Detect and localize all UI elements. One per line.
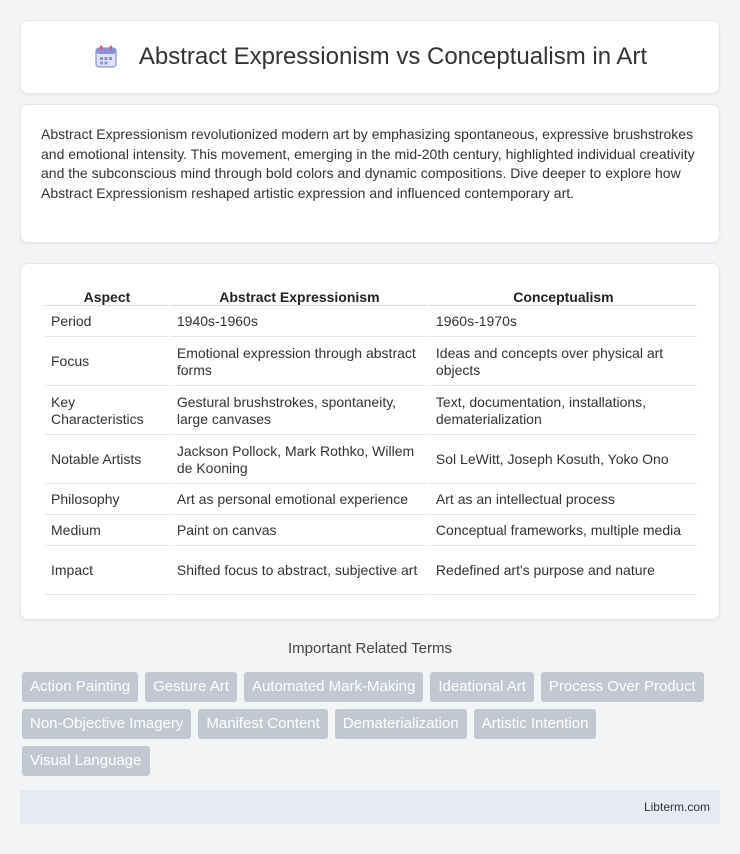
cell-aspect: Focus xyxy=(45,339,169,386)
term-tag[interactable]: Process Over Product xyxy=(541,672,704,702)
footer xyxy=(20,790,720,824)
comparison-table-card xyxy=(20,263,720,620)
header-aspect: Aspect xyxy=(45,286,169,306)
page-title: Abstract Expressionism vs Conceptualism in Art xyxy=(138,43,648,70)
cell-conceptual: Ideas and concepts over physical art objects xyxy=(430,339,697,386)
header-card xyxy=(20,20,720,94)
term-tag[interactable]: Non-Objective Imagery xyxy=(22,709,191,739)
cell-aspect: Notable Artists xyxy=(45,437,169,484)
cell-abstract: Shifted focus to abstract, subjective art xyxy=(171,548,428,595)
comparison-table xyxy=(43,284,699,597)
cell-aspect: Key Characteristics xyxy=(45,388,169,435)
table-row xyxy=(45,308,697,337)
table-row xyxy=(45,437,697,484)
cell-abstract: Gestural brushstrokes, spontaneity, large canvases xyxy=(171,388,428,435)
cell-conceptual: Redefined art's purpose and nature xyxy=(430,548,697,595)
table-header-row xyxy=(45,286,697,306)
table-row xyxy=(45,388,697,435)
table-row xyxy=(45,517,697,546)
related-terms-list xyxy=(22,672,722,783)
cell-aspect: Philosophy xyxy=(45,486,169,515)
term-tag[interactable]: Dematerialization xyxy=(335,709,467,739)
term-tag[interactable]: Automated Mark-Making xyxy=(244,672,423,702)
cell-abstract: Jackson Pollock, Mark Rothko, Willem de Kooning xyxy=(171,437,428,484)
table-row xyxy=(45,548,697,595)
term-tag[interactable]: Artistic Intention xyxy=(474,709,597,739)
cell-abstract: Art as personal emotional experience xyxy=(171,486,428,515)
footer-site-link[interactable]: Libterm.com xyxy=(643,800,710,814)
cell-conceptual: Text, documentation, installations, dematerialization xyxy=(430,388,697,435)
intro-paragraph: Abstract Expressionism revolutionized modern art by emphasizing spontaneous, expressive brushstrokes and emotional intensity. This movement, emerging in the mid-20th century, highlighted individual creativity and the subconscious mind through bold colors and dynamic compositions. Dive deeper to explore how Abstract Expressionism reshaped artistic expression and influenced contemporary art. xyxy=(41,126,695,201)
header-conceptualism: Conceptualism xyxy=(430,286,697,306)
header-abstract-expressionism: Abstract Expressionism xyxy=(171,286,428,306)
title-wrap xyxy=(93,43,647,71)
calendar-icon xyxy=(93,44,119,70)
table-row xyxy=(45,486,697,515)
related-terms-title: Important Related Terms xyxy=(288,640,452,657)
term-tag[interactable]: Manifest Content xyxy=(198,709,327,739)
cell-abstract: 1940s-1960s xyxy=(171,308,428,337)
cell-aspect: Period xyxy=(45,308,169,337)
cell-abstract: Paint on canvas xyxy=(171,517,428,546)
term-tag[interactable]: Action Painting xyxy=(22,672,138,702)
term-tag[interactable]: Visual Language xyxy=(22,746,150,776)
intro-card xyxy=(20,104,720,243)
cell-conceptual: Art as an intellectual process xyxy=(430,486,697,515)
term-tag[interactable]: Gesture Art xyxy=(145,672,237,702)
cell-abstract: Emotional expression through abstract forms xyxy=(171,339,428,386)
term-tag[interactable]: Ideational Art xyxy=(430,672,534,702)
cell-conceptual: Conceptual frameworks, multiple media xyxy=(430,517,697,546)
cell-aspect: Impact xyxy=(45,548,169,595)
cell-conceptual: 1960s-1970s xyxy=(430,308,697,337)
cell-conceptual: Sol LeWitt, Joseph Kosuth, Yoko Ono xyxy=(430,437,697,484)
cell-aspect: Medium xyxy=(45,517,169,546)
table-row xyxy=(45,339,697,386)
